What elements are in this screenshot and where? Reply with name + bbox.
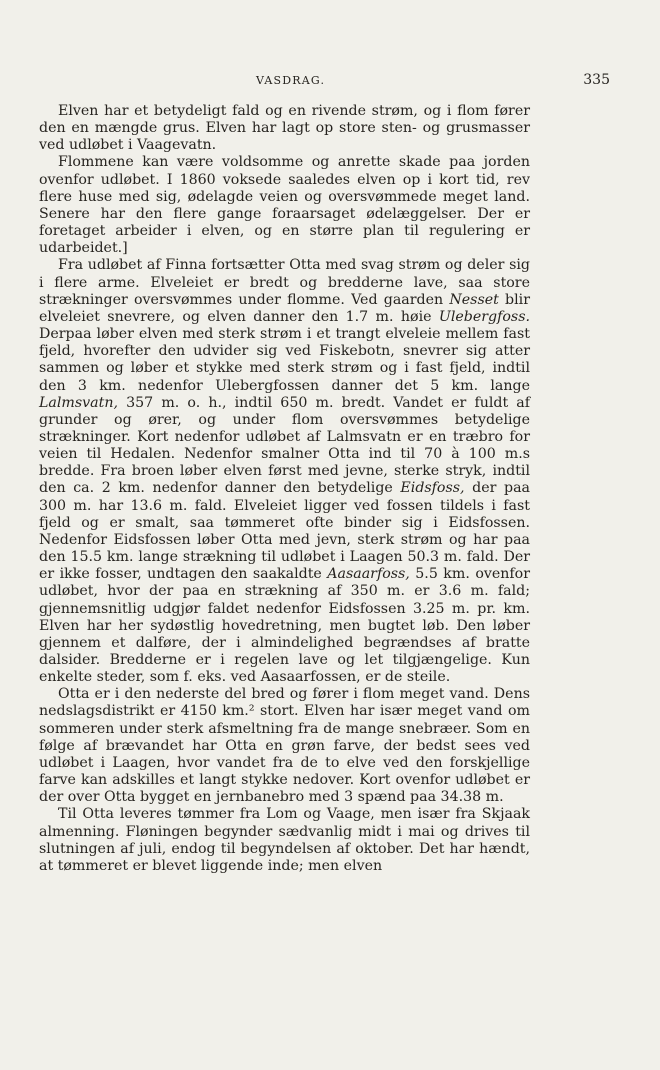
- italic-place-name: Nesset: [449, 291, 499, 308]
- italic-place-name: Lalmsvatn,: [39, 394, 118, 411]
- page-number: 335: [583, 72, 610, 88]
- text-segment: Elven har et betydeligt fald og en rivende strøm, og i flom fører den en mængde grus. Elven har lagt op store sten- og grusmasser ved udløbet i Vaagevatn.: [39, 103, 530, 154]
- paragraph-1: [39, 103, 530, 154]
- paragraph-3: [39, 257, 530, 686]
- text-segment: Til Otta leveres tømmer fra Lom og Vaage, men især fra Skjaak almenning. Fløningen begynder sædvanlig midt i mai og drives til slutningen af juli, endog til begyndelsen af oktober. Det har hændt, at tømmeret er blevet liggende inde; men elven: [39, 806, 530, 874]
- text-segment: 357 m. o. h., indtil 650 m. bredt. Vandet er fuldt af grunder og ører, og under flom oversvømmes betydelige strækninger. Kort nedenfor udløbet af Lalmsvatn er en træbro for veien til Hedalen. Nedenfor smalner Otta ind til 70 à 100 m.s bredde. Fra broen løber elven først med jevne, sterke stryk, indtil den ca. 2 km. nedenfor danner den betydelige: [39, 394, 530, 497]
- text-segment: Derpaa løber elven med sterk strøm i et trangt elveleie mellem fast fjeld, hvorefter den udvider sig ved Fiskebotn, snevrer sig atter sammen og løber et stykke med sterk strøm og i fast fjeld, indtil den 3 km. nedenfor Ulebergfossen danner det 5 km. lange: [39, 326, 530, 394]
- text-segment: 5.5 km. ovenfor udløbet, hvor der paa en strækning af 350 m. er 3.6 m. fald; gjennemsnitlig udgjør faldet nedenfor Eidsfossen 3.25 m. pr. km. Elven har her sydøstlig hovedretning, men bugtet løb. Den løber gjennem et dalføre, der i almindelighed begrændses af bratte dalsider. Bredderne er i regelen lave og let tilgjængelige. Kun enkelte steder, som f. eks. ved Aasaarfossen, er de steile.: [39, 566, 530, 686]
- text-segment: Fra udløbet af Finna fortsætter Otta med svag strøm og deler sig i flere arme. Elveleiet er bredt og bredderne lave, saa store strækninger oversvømmes under flomme. Ved gaarden: [39, 257, 530, 308]
- italic-place-name: Ulebergfoss.: [438, 308, 530, 325]
- page-header: [40, 74, 620, 96]
- paragraph-5: [39, 806, 530, 875]
- paragraph-4: [39, 686, 530, 806]
- paragraph-2: [39, 154, 530, 257]
- text-segment: blir elveleiet snevrere, og elven danner den 1.7 m. høie: [39, 291, 530, 325]
- text-segment: der paa 300 m. har 13.6 m. fald. Elveleiet ligger ved fossen tildels i fast fjeld og er smalt, saa tømmeret ofte binder sig i Eidsfossen. Nedenfor Eidsfossen løber Otta med jevn, sterk strøm og har paa den 15.5 km. lange strækning til udløbet i Laagen 50.3 m. fald. Der er ikke fosser, undtagen den saakaldte: [39, 480, 530, 583]
- italic-place-name: Eidsfoss,: [400, 480, 465, 497]
- running-head: VASDRAG.: [256, 74, 326, 87]
- text-segment: Flommene kan være voldsomme og anrette skade paa jorden ovenfor udløbet. I 1860 voksede saaledes elven op i kort tid, rev flere huse med sig, ødelagde veien og oversvømmede meget land. Senere har den flere gange foraarsaget ødelæggelser. Der er foretaget arbeider i elven, og en større plan til regulering er udarbeidet.]: [39, 154, 530, 257]
- italic-place-name: Aasaarfoss,: [327, 566, 410, 583]
- body-text: [39, 103, 530, 875]
- text-segment: Otta er i den nederste del bred og fører i flom meget vand. Dens nedslagsdistrikt er 4150 km.² stort. Elven har især meget vand om sommeren under sterk afsmeltning fra de mange snebræer. Som en følge af brævandet har Otta en grøn farve, der bedst sees ved udløbet i Laagen, hvor vandet fra de to elve ved den forskjellige farve kan adskilles et langt stykke nedover. Kort ovenfor udløbet er der over Otta bygget en jernbanebro med 3 spænd paa 34.38 m.: [39, 686, 530, 806]
